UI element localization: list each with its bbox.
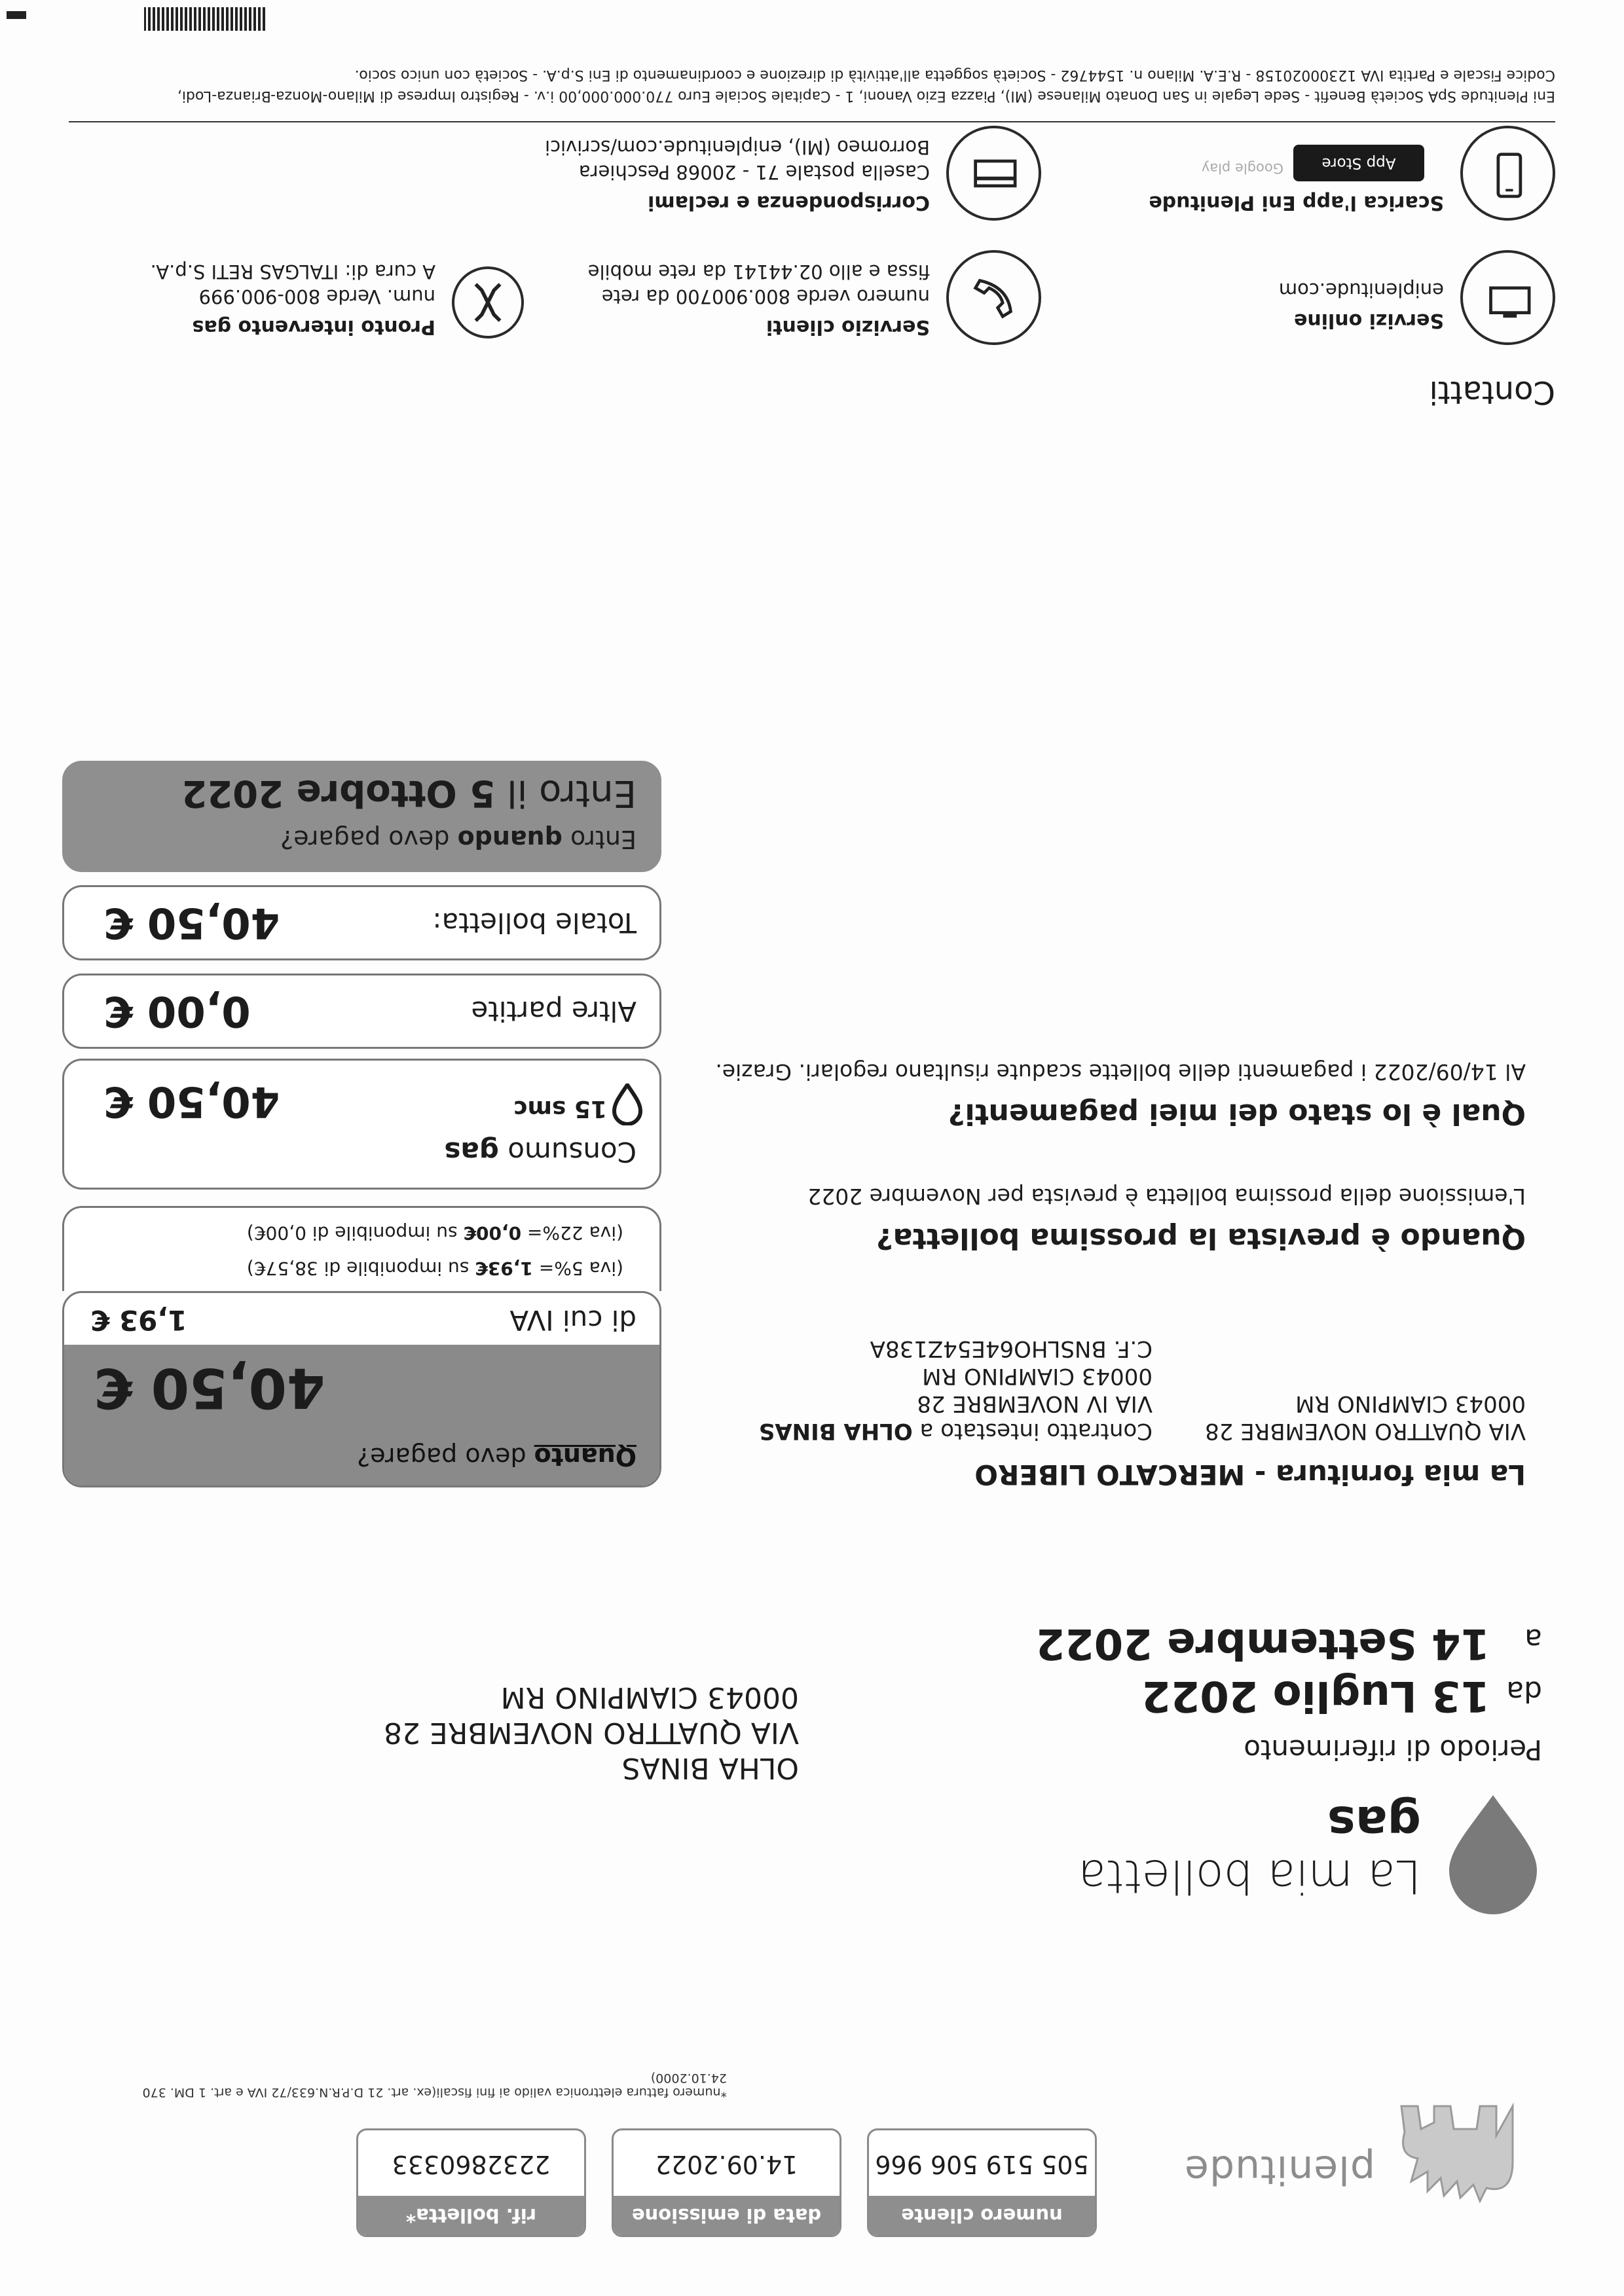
vat-label: di cui IVA	[509, 1304, 637, 1336]
vat-5-prefix: (iva 5%=	[538, 1258, 623, 1279]
app-store-badge[interactable]: App Store	[1293, 145, 1424, 181]
correspondence-line-1: Casella postale 71 - 20068 Peschiera	[578, 161, 930, 183]
due-date-value: 5 Ottobre 2022	[181, 772, 496, 814]
period-to-prefix: a	[1524, 1622, 1542, 1656]
vat-5-row	[247, 1258, 623, 1279]
vat-detail-box	[62, 1206, 661, 1291]
period-from-prefix: da	[1506, 1675, 1542, 1708]
vat-total: 1,93 €	[90, 1304, 187, 1336]
due-date-q-prefix: Entro	[570, 825, 637, 854]
online-services-link[interactable]: eniplenitude.com	[1278, 279, 1444, 301]
customer-number-box	[867, 2128, 1097, 2237]
vat-22-suffix: su imponibile di 0,00€)	[246, 1222, 458, 1244]
consumption-label-gas: gas	[444, 1136, 499, 1168]
period-to-date: 14 Settembre 2022	[1035, 1619, 1490, 1667]
vat-5-value: 1,93€	[475, 1258, 533, 1279]
issue-date-box	[612, 2128, 841, 2237]
next-bill-text: L'emissione della prossima bolletta è prevista per Novembre 2022	[807, 1184, 1526, 1209]
due-date-prefix: Entro il	[507, 772, 637, 814]
vat-5-suffix: su imponibile di 38,57€)	[246, 1258, 470, 1279]
period-from-date: 13 Luglio 2022	[1141, 1671, 1490, 1720]
barcode-mark	[144, 7, 265, 31]
google-play-badge[interactable]: Google play	[1201, 160, 1283, 176]
computer-icon	[1460, 250, 1555, 345]
bill-total-box	[62, 885, 661, 960]
footer-legal-line-2: Codice Fiscale e Partita IVA 12300020158 - R.E.A. Milano n. 1544762 - Società soggetta all'attività di direzione e coordinamento di Eni S.p.A. - Società con unico socio.	[354, 67, 1555, 83]
footer-divider	[69, 121, 1555, 122]
bill-total-amount: 40,50 €	[103, 898, 280, 947]
customer-service-line-2: fissa e allo 02.44141 da rete mobile	[587, 261, 930, 283]
supply-address	[1205, 1390, 1526, 1445]
invoice-note: *numero fattura elettronica valido ai fini fiscali(ex. art. 21 D.P.R.N.633/72 IVA e art. 1 DM. 370 24.10.2000)	[142, 2071, 727, 2100]
due-date-q-bold: quando	[457, 825, 563, 854]
addressee-name: OLHA BINAS	[621, 1751, 799, 1785]
vat-22-value: 0,00€	[463, 1222, 522, 1244]
amount-due-value: 40,50 €	[94, 1356, 325, 1420]
due-date-q-suffix: devo pagare?	[280, 825, 450, 854]
contract-city: 00043 CIAMPINO RM	[922, 1363, 1153, 1389]
contract-prefix: Contratto intestato a	[919, 1418, 1153, 1444]
other-items-label: Altre partite	[471, 995, 637, 1027]
contract-holder: OLHA BINAS	[758, 1418, 913, 1444]
period-label: Periodo di riferimento	[1244, 1734, 1542, 1766]
contract-holder-line	[759, 1417, 1153, 1445]
wrench-icon	[452, 266, 524, 338]
bill-subtitle: gas	[1327, 1796, 1421, 1851]
consumption-label	[444, 1136, 637, 1168]
phone-icon	[946, 250, 1041, 345]
due-date-line	[181, 772, 637, 814]
amount-due-box	[62, 1291, 661, 1487]
vat-22-prefix: (iva 22%=	[526, 1222, 623, 1244]
next-bill-title: Quando è prevista la prossima bolletta?	[876, 1222, 1526, 1255]
online-services-title: Servizi online	[1293, 309, 1444, 332]
consumption-quantity: 15 smc	[513, 1095, 607, 1122]
amount-due-label	[357, 1442, 637, 1471]
period-from	[1141, 1671, 1542, 1720]
supply-city: 00043 CIAMPINO RM	[1295, 1391, 1526, 1417]
consumption-label-text: Consumo	[507, 1136, 637, 1168]
amount-due-label-bold: Quanto	[534, 1442, 637, 1471]
correspondence-line-2: Borromeo (MI), eniplenitude.com/scrivici	[545, 136, 930, 158]
bill-reference-label: rif. bolletta*	[358, 2196, 584, 2235]
customer-number-label: numero cliente	[869, 2196, 1095, 2235]
issue-date-label: data di emissione	[614, 2196, 840, 2235]
bill-total-label: Totale bolletta:	[432, 907, 637, 939]
location-pin-icon	[612, 1084, 643, 1125]
contract-info	[759, 1335, 1153, 1445]
app-download-title: Scarica l'app Eni Plenitude	[1149, 191, 1444, 214]
emergency-line-2: A cura di: ITALGAS RETI S.p.A.	[150, 261, 435, 283]
smartphone-icon	[1460, 126, 1555, 221]
addressee-street: VIA QUATTRO NOVEMBRE 28	[383, 1716, 799, 1749]
customer-service-line-1: numero verde 800.900700 da rete	[601, 285, 930, 308]
print-mark	[7, 11, 26, 19]
bill-title: La mia bolletta	[1078, 1850, 1421, 1903]
customer-number-value: 505 519 506 966	[875, 2150, 1089, 2179]
addressee-block	[384, 1679, 799, 1785]
dog-logo-icon	[1388, 2090, 1526, 2221]
issue-date-value: 14.09.2022	[655, 2150, 798, 2179]
emergency-line-1: num. Verde 800-900.999	[198, 285, 435, 308]
bill-reference-value: 2232860333	[392, 2150, 551, 2179]
other-items-amount: 0,00 €	[103, 987, 251, 1035]
credit-card-icon	[946, 126, 1041, 221]
amount-due-label-rest: devo pagare?	[357, 1442, 526, 1471]
payment-status-title: Qual è lo stato dei miei pagamenti?	[948, 1097, 1526, 1131]
contract-street: VIA IV NOVEMBRE 28	[917, 1391, 1153, 1417]
correspondence-title: Corrispondenza e reclami	[648, 191, 930, 214]
payment-status-text: Al 14/09/2022 i pagamenti delle bollette scadute risultano regolari. Grazie.	[715, 1059, 1526, 1085]
supply-street: VIA QUATTRO NOVEMBRE 28	[1205, 1418, 1526, 1444]
footer-legal	[62, 64, 1555, 106]
footer-legal-line-1: Eni Plenitude SpA Società Benefit - Sede Legale in San Donato Milanese (MI), Piazza Ezio Vanoni, 1 - Capitale Sociale Euro 770.000.000,00 i.v. - Registro Imprese di Milano-Monza-Brianza-Lodi,	[177, 88, 1555, 104]
addressee-city: 00043 CIAMPINO RM	[500, 1681, 799, 1714]
emergency-title: Pronto intervento gas	[192, 316, 435, 338]
tax-code: C.F. BNSLHO64E54Z138A	[870, 1336, 1153, 1362]
customer-service-title: Servizio clienti	[766, 316, 930, 338]
contacts-title: Contatti	[1429, 374, 1555, 410]
other-items-box	[62, 974, 661, 1049]
consumption-amount: 40,50 €	[103, 1077, 280, 1125]
brand-name: plenitude	[1184, 2147, 1375, 2193]
due-date-box	[62, 761, 661, 872]
amount-due-header	[64, 1345, 659, 1485]
due-date-question	[280, 825, 637, 854]
location-pin-icon	[1444, 1792, 1542, 1916]
consumption-box	[62, 1059, 661, 1190]
supply-title: La mia fornitura - MERCATO LIBERO	[974, 1459, 1526, 1491]
vat-22-row	[247, 1222, 623, 1244]
bill-reference-box	[356, 2128, 586, 2237]
period-to	[1036, 1619, 1542, 1667]
